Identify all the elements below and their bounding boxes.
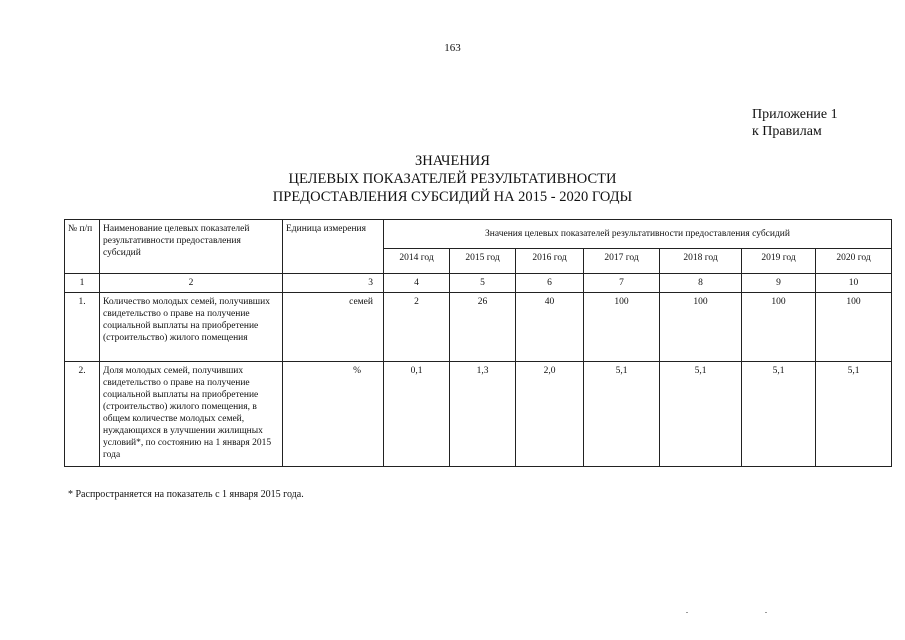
page-number: 163 <box>444 42 461 54</box>
title-line-2: ЦЕЛЕВЫХ ПОКАЗАТЕЛЕЙ РЕЗУЛЬТАТИВНОСТИ <box>288 171 617 187</box>
header-unit: Единица измерения <box>283 220 384 274</box>
unit-cell: % <box>283 362 384 467</box>
header-row <box>65 220 892 249</box>
year-header: 2018 год <box>660 249 742 274</box>
value-cell: 5,1 <box>816 362 892 467</box>
value-cell: 100 <box>816 293 892 362</box>
unit-cell: семей <box>283 293 384 362</box>
year-header: 2020 год <box>816 249 892 274</box>
value-cell: 26 <box>450 293 516 362</box>
indicators-table <box>64 219 892 467</box>
header-values: Значения целевых показателей результативности предоставления субсидий <box>384 220 892 249</box>
value-cell: 40 <box>516 293 584 362</box>
document-title <box>0 152 905 206</box>
footnote: * Распространяется на показатель с 1 января 2015 года. <box>68 489 304 500</box>
row-number: 2. <box>65 362 100 467</box>
year-header: 2015 год <box>450 249 516 274</box>
column-number: 2 <box>100 274 283 293</box>
appendix-line-2: к Правилам <box>752 124 822 139</box>
year-header: 2019 год <box>742 249 816 274</box>
value-cell: 0,1 <box>384 362 450 467</box>
column-number: 5 <box>450 274 516 293</box>
table-row <box>65 362 892 467</box>
column-number: 10 <box>816 274 892 293</box>
value-cell: 2 <box>384 293 450 362</box>
year-header: 2017 год <box>584 249 660 274</box>
year-header: 2016 год <box>516 249 584 274</box>
column-number: 9 <box>742 274 816 293</box>
value-cell: 100 <box>660 293 742 362</box>
column-number: 4 <box>384 274 450 293</box>
appendix-label <box>752 106 838 140</box>
row-number: 1. <box>65 293 100 362</box>
table-row <box>65 293 892 362</box>
column-number: 7 <box>584 274 660 293</box>
value-cell: 5,1 <box>660 362 742 467</box>
scan-speck <box>686 612 688 613</box>
indicator-name: Количество молодых семей, получивших свидетельство о праве на получение социальной выплаты на приобретение (строительство) жилого помещения <box>100 293 283 362</box>
indicator-name: Доля молодых семей, получивших свидетельство о праве на получение социальной выплаты на приобретение (строительство) жилого помещения, в общем количестве молодых семей, нуждающихся в улучшении жилищных условий*, по состоянию на 1 января 2015 года <box>100 362 283 467</box>
column-numbers-row <box>65 274 892 293</box>
header-num: № п/п <box>65 220 100 274</box>
value-cell: 1,3 <box>450 362 516 467</box>
value-cell: 100 <box>584 293 660 362</box>
column-number: 3 <box>283 274 384 293</box>
column-number: 6 <box>516 274 584 293</box>
title-line-1: ЗНАЧЕНИЯ <box>415 153 490 169</box>
value-cell: 5,1 <box>742 362 816 467</box>
scan-speck <box>765 612 767 613</box>
column-number: 8 <box>660 274 742 293</box>
column-number: 1 <box>65 274 100 293</box>
value-cell: 100 <box>742 293 816 362</box>
header-name: Наименование целевых показателей результативности предоставления субсидий <box>100 220 283 274</box>
value-cell: 2,0 <box>516 362 584 467</box>
title-line-3: ПРЕДОСТАВЛЕНИЯ СУБСИДИЙ НА 2015 - 2020 ГОДЫ <box>272 189 633 205</box>
year-header: 2014 год <box>384 249 450 274</box>
value-cell: 5,1 <box>584 362 660 467</box>
appendix-line-1: Приложение 1 <box>752 107 838 122</box>
